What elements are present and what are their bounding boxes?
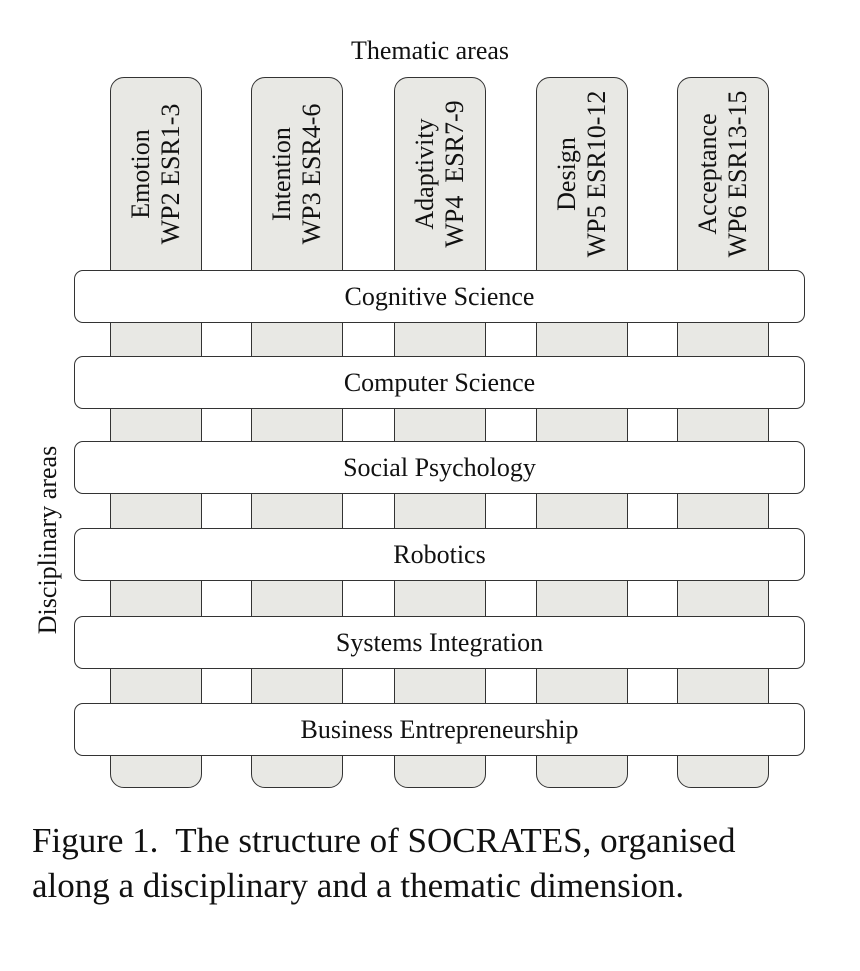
thematic-wp: WP5 ESR10-12 bbox=[582, 90, 611, 258]
thematic-wp: WP2 ESR1-3 bbox=[156, 103, 185, 245]
disciplinary-row-cognitive-science: Cognitive Science bbox=[74, 270, 805, 323]
disciplinary-row-social-psychology: Social Psychology bbox=[74, 441, 805, 494]
disciplinary-row-business-entrepreneurship: Business Entrepreneurship bbox=[74, 703, 805, 756]
caption-line-2: along a disciplinary and a thematic dimension. bbox=[32, 866, 685, 905]
figure-caption bbox=[32, 818, 852, 908]
thematic-name: Acceptance bbox=[693, 113, 722, 235]
thematic-name: Intention bbox=[267, 127, 296, 221]
disciplinary-row-robotics: Robotics bbox=[74, 528, 805, 581]
disciplinary-areas-title: Disciplinary areas bbox=[33, 445, 62, 635]
thematic-wp: WP6 ESR13-15 bbox=[723, 90, 752, 258]
caption-line-1: Figure 1. The structure of SOCRATES, organised bbox=[32, 821, 736, 860]
disciplinary-row-systems-integration: Systems Integration bbox=[74, 616, 805, 669]
thematic-wp: WP3 ESR4-6 bbox=[297, 103, 326, 245]
thematic-areas-title: Thematic areas bbox=[350, 36, 510, 65]
thematic-wp: WP4 ESR7-9 bbox=[440, 100, 469, 248]
thematic-name: Adaptivity bbox=[410, 118, 439, 230]
thematic-name: Emotion bbox=[126, 129, 155, 219]
thematic-name: Design bbox=[552, 137, 581, 211]
disciplinary-row-computer-science: Computer Science bbox=[74, 356, 805, 409]
